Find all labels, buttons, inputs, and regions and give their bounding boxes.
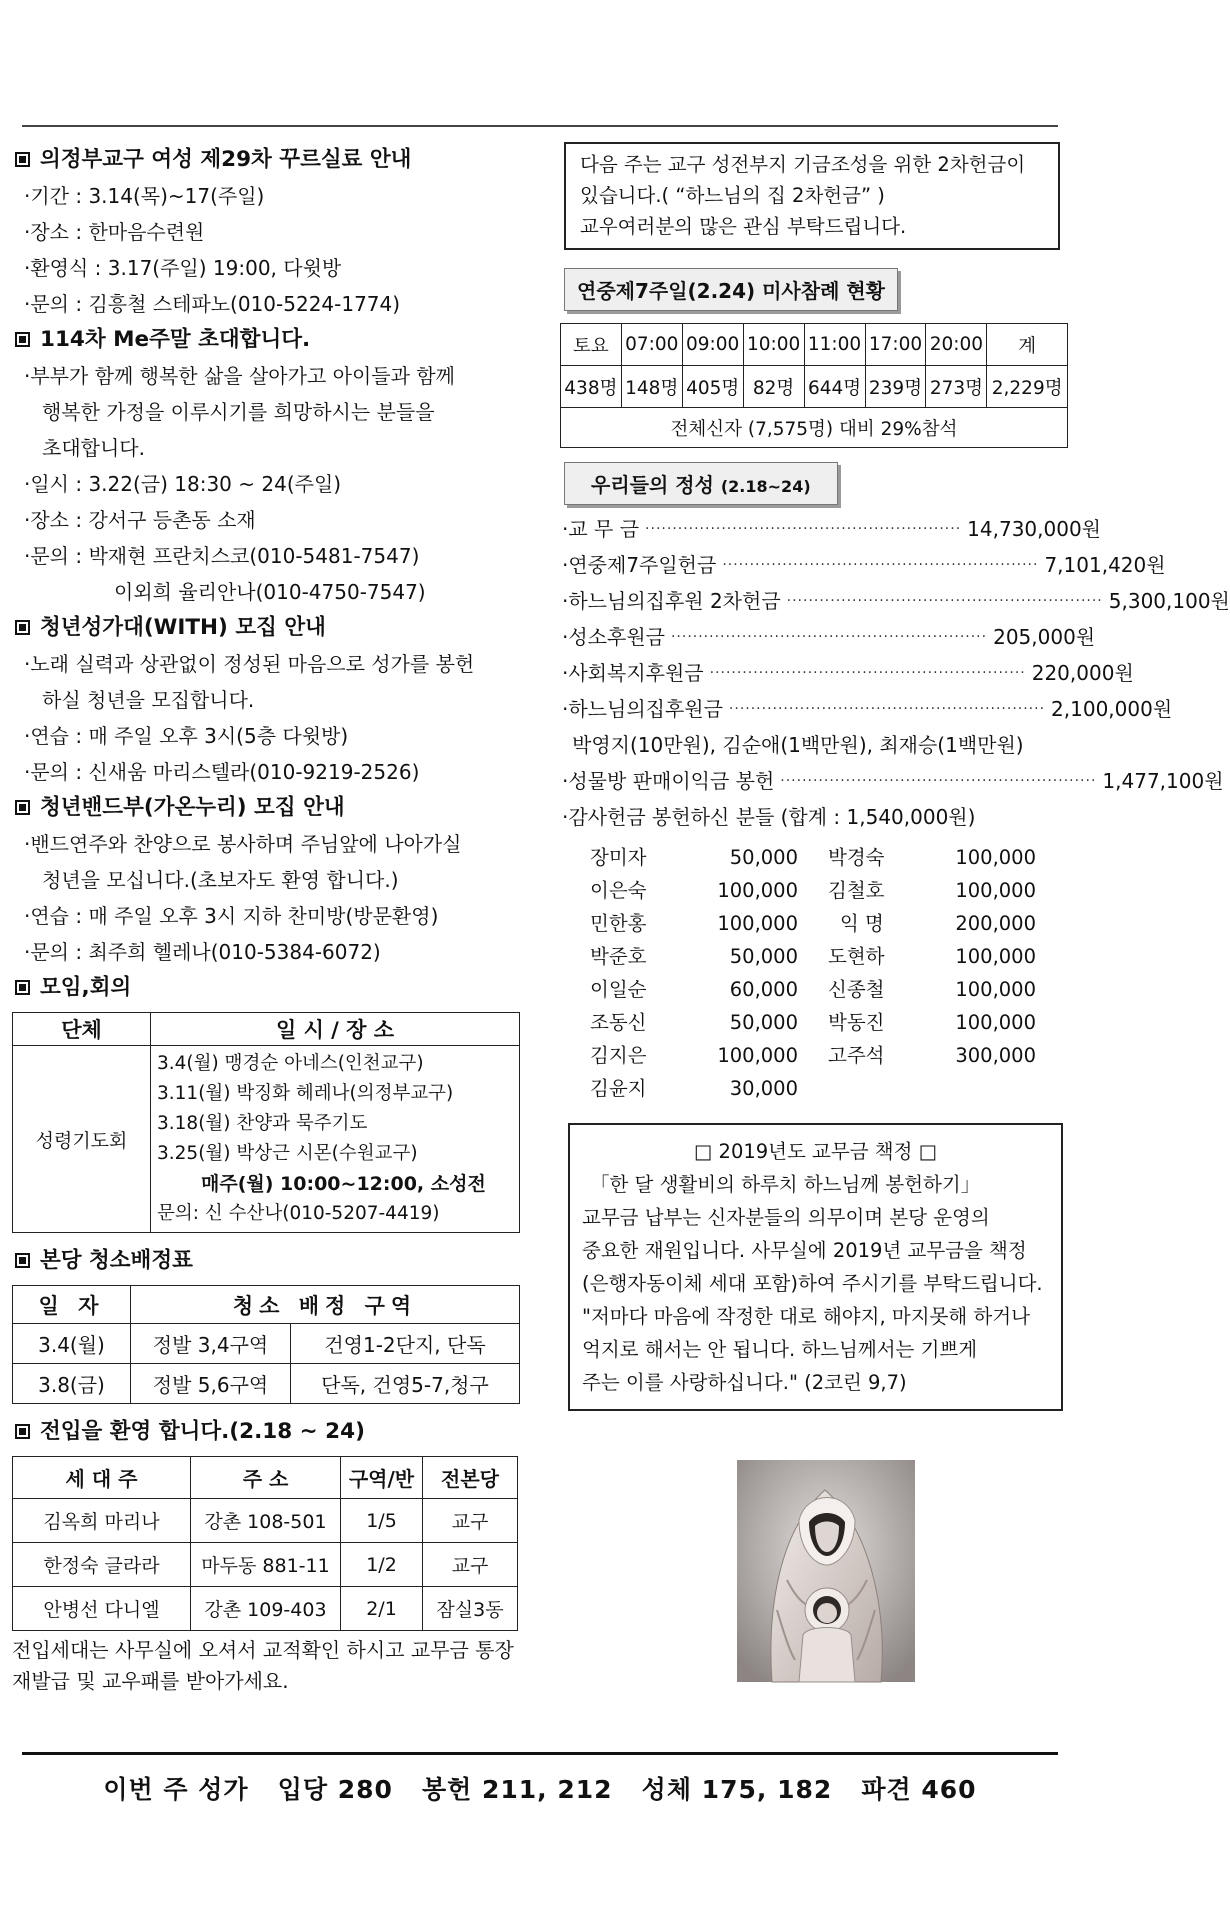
donor-amount: 100,000 — [955, 846, 1036, 869]
donor-amount — [916, 1072, 1036, 1105]
table-row — [13, 1499, 518, 1543]
info-line: 행복한 가정을 이루시기를 희망하시는 분들을 — [42, 400, 435, 424]
info-line: ·밴드연주와 찬양으로 봉사하며 주님앞에 나아가실 — [24, 832, 462, 856]
info-line: ·환영식 : 3.17(주일) 19:00, 다윗방 — [24, 256, 342, 280]
thanks-title: ·감사헌금 봉헌하신 분들 (합계 : 1,540,000원) — [562, 805, 976, 829]
prev-parish-cell: 교구 — [423, 1499, 518, 1543]
section-title: 청년밴드부(가온누리) 모집 안내 — [12, 790, 527, 826]
area-cell: 건영1-2단지, 단독 — [291, 1324, 520, 1364]
square-bullet-icon — [15, 800, 30, 815]
address-cell: 마두동 881-11 — [191, 1543, 341, 1587]
attendance-total: 전체신자 (7,575명) 대비 29%참석 — [561, 408, 1068, 448]
section-cursillo — [12, 142, 527, 322]
square-bullet-icon — [15, 1424, 30, 1439]
district-cell: 1/2 — [341, 1543, 423, 1587]
info-line: ·문의 : 김흥철 스테파노(010-5224-1774) — [24, 292, 401, 316]
donor-name: 박경숙 — [828, 846, 885, 869]
leader-dots: ·························································· — [780, 773, 1097, 789]
donor-name: 익 명 — [840, 912, 884, 935]
dues-line: 「한 달 생활비의 하루치 하느님께 봉헌하기」 — [590, 1173, 981, 1196]
time-cell: 10:00 — [743, 324, 804, 366]
offering-row: ·성물방 판매이익금 봉헌 ·························································· 1,477,100원 — [558, 763, 1076, 799]
section-title: 청년성가대(WITH) 모집 안내 — [12, 610, 527, 646]
info-line: ·장소 : 강서구 등촌동 소재 — [24, 508, 256, 532]
time-cell: 20:00 — [926, 324, 987, 366]
info-line: 하실 청년을 모집합니다. — [42, 688, 255, 712]
count-cell: 239명 — [865, 366, 926, 408]
dues-line: 교무금 납부는 신자분들의 의무이며 본당 운영의 — [582, 1206, 990, 1229]
donor-name: 김지은 — [590, 1044, 647, 1067]
leader-dots: ·························································· — [709, 665, 1026, 681]
leader-dots: ·························································· — [670, 629, 988, 645]
dues-notice-box — [568, 1123, 1063, 1411]
donor-name: 고주석 — [828, 1044, 885, 1067]
schedule-line: 3.11(월) 박징화 헤레나(의정부교구) — [157, 1083, 454, 1104]
address-cell: 강촌 108-501 — [191, 1499, 341, 1543]
offerings-label-wrap — [564, 462, 1076, 505]
leader-dots: ·························································· — [786, 593, 1103, 609]
column-header: 일 자 — [13, 1286, 131, 1324]
schedule-line: 3.4(월) 맹경순 아네스(인천교구) — [157, 1053, 424, 1074]
info-line: ·노래 실력과 상관없이 정성된 마음으로 성가를 봉헌 — [24, 652, 475, 676]
section-me-weekend — [12, 322, 527, 610]
offering-row: ·교 무 금 ·························································· 14,730,000원 — [558, 511, 1076, 547]
section-title: 의정부교구 여성 제29차 꾸르실료 안내 — [12, 142, 527, 178]
donor-amount: 300,000 — [955, 1044, 1036, 1067]
square-bullet-icon — [15, 620, 30, 635]
donor-amount: 100,000 — [955, 945, 1036, 968]
count-cell: 2,229명 — [987, 366, 1068, 408]
donor-amount: 100,000 — [955, 1011, 1036, 1034]
zone-cell: 정발 3,4구역 — [131, 1324, 291, 1364]
cleaning-table — [12, 1285, 520, 1404]
donor-names: 박영지(10만원), 김순애(1백만원), 최재승(1백만원) — [572, 733, 1024, 757]
count-cell: 148명 — [621, 366, 682, 408]
square-bullet-icon — [15, 1253, 30, 1268]
count-cell: 438명 — [561, 366, 622, 408]
attendance-label: 연중제7주일(2.24) 미사참례 현황 — [564, 268, 898, 311]
donor-name: 박동진 — [828, 1011, 885, 1034]
offering-row: ·연중제7주일헌금 ·························································· 7,101,420원 — [558, 547, 1076, 583]
column-header: 세 대 주 — [13, 1457, 191, 1499]
time-cell: 토요 — [561, 324, 622, 366]
donor-name: 이은숙 — [590, 879, 647, 902]
donor-amount: 100,000 — [717, 1044, 798, 1067]
thanks-offering-grid — [590, 841, 1076, 1105]
section-title: 114차 Me주말 초대합니다. — [12, 322, 527, 358]
dues-line: (은행자동이체 세대 포함)하여 주시기를 부탁드립니다. — [582, 1272, 1043, 1295]
section-title: 전입을 환영 합니다.(2.18 ~ 24) — [12, 1414, 527, 1450]
donor-amount: 30,000 — [729, 1077, 798, 1100]
prev-parish-cell: 잠실3동 — [423, 1587, 518, 1631]
schedule-time: 매주(월) 10:00~12:00, 소성전 — [201, 1173, 486, 1195]
district-cell: 2/1 — [341, 1587, 423, 1631]
dues-line: 주는 이를 사랑하십니다." (2코린 9,7) — [582, 1371, 907, 1394]
donor-name: 김윤지 — [590, 1077, 647, 1100]
info-line: ·문의 : 신새움 마리스텔라(010-9219-2526) — [24, 760, 420, 784]
area-cell: 단독, 건영5-7,청구 — [291, 1364, 520, 1404]
section-youth-band — [12, 790, 527, 970]
householder-cell: 한정숙 글라라 — [13, 1543, 191, 1587]
donor-amount: 100,000 — [717, 879, 798, 902]
column-header: 구역/반 — [341, 1457, 423, 1499]
bottom-rule — [22, 1752, 1058, 1755]
info-line: ·문의 : 최주희 헬레나(010-5384-6072) — [24, 940, 381, 964]
schedule-cell — [151, 1046, 520, 1233]
district-cell: 1/5 — [341, 1499, 423, 1543]
dues-line: 중요한 재원입니다. 사무실에 2019년 교무금을 책정 — [582, 1239, 1027, 1262]
donor-name — [806, 1072, 916, 1105]
offerings-list — [558, 511, 1230, 835]
info-line: 이외희 율리안나(010-4750-7547) — [114, 580, 426, 604]
info-line: ·일시 : 3.22(금) 18:30 ~ 24(주일) — [24, 472, 342, 496]
section-meetings — [12, 970, 527, 1233]
column-header: 단체 — [13, 1013, 151, 1046]
column-header: 주 소 — [191, 1457, 341, 1499]
count-row — [561, 366, 1068, 408]
square-bullet-icon — [15, 980, 30, 995]
newcomers-note: 전입세대는 사무실에 오셔서 교적확인 하시고 교무금 통장 재발급 및 교우패를 받아가세요. — [12, 1638, 514, 1693]
column-header: 전본당 — [423, 1457, 518, 1499]
attendance-label-wrap — [564, 268, 1076, 311]
offering-row: ·하느님의집후원금 ·························································· 2,100,000원 — [558, 691, 1076, 727]
section-newcomers — [12, 1414, 527, 1697]
table-row — [13, 1364, 520, 1404]
newcomers-table — [12, 1456, 518, 1631]
square-bullet-icon — [15, 332, 30, 347]
schedule-contact: 문의: 신 수산나(010-5207-4419) — [157, 1203, 440, 1224]
address-cell: 강촌 109-403 — [191, 1587, 341, 1631]
info-line: ·문의 : 박재현 프란치스코(010-5481-7547) — [24, 544, 420, 568]
time-cell: 07:00 — [621, 324, 682, 366]
offerings-label: 우리들의 정성 (2.18~24) — [564, 462, 838, 505]
householder-cell: 김옥희 마리나 — [13, 1499, 191, 1543]
donor-amount: 60,000 — [729, 978, 798, 1001]
donor-name: 박준호 — [590, 945, 647, 968]
column-header: 일 시 / 장 소 — [151, 1013, 520, 1046]
donor-amount: 200,000 — [955, 912, 1036, 935]
zone-cell: 정발 5,6구역 — [131, 1364, 291, 1404]
donor-name: 도현하 — [828, 945, 885, 968]
schedule-line: 3.18(월) 찬양과 묵주기도 — [157, 1113, 368, 1134]
hymn-footer: 이번 주 성가 입당 280 봉헌 211, 212 성체 175, 182 파견 460 — [103, 1775, 977, 1804]
table-row — [13, 1324, 520, 1364]
donor-name: 조동신 — [590, 1011, 647, 1034]
info-line: ·장소 : 한마음수련원 — [24, 220, 205, 244]
donor-name: 이일순 — [590, 978, 647, 1001]
top-rule — [22, 125, 1058, 127]
section-youth-choir — [12, 610, 527, 790]
count-cell: 273명 — [926, 366, 987, 408]
meeting-table — [12, 1012, 520, 1233]
count-cell: 82명 — [743, 366, 804, 408]
donor-amount: 50,000 — [729, 846, 798, 869]
dues-line: "저마다 마음에 작정한 대로 해야지, 마지못해 하거나 — [582, 1305, 1030, 1328]
info-line: 청년을 모십니다.(초보자도 환영 합니다.) — [42, 868, 399, 892]
info-line: 초대합니다. — [42, 436, 145, 460]
dues-line: 억지로 해서는 안 됩니다. 하느님께서는 기쁘게 — [582, 1338, 978, 1361]
info-line: ·기간 : 3.14(목)~17(주일) — [24, 184, 265, 208]
madonna-statue-image — [737, 1460, 915, 1682]
column-header: 청소 배정 구역 — [131, 1286, 520, 1324]
dues-title: □ 2019년도 교무금 책정 □ — [693, 1140, 938, 1163]
householder-cell: 안병선 다니엘 — [13, 1587, 191, 1631]
time-cell: 09:00 — [682, 324, 743, 366]
table-row — [13, 1543, 518, 1587]
donor-name: 민한홍 — [590, 912, 647, 935]
time-cell: 계 — [987, 324, 1068, 366]
donor-amount: 50,000 — [729, 1011, 798, 1034]
info-line: ·부부가 함께 행복한 삶을 살아가고 아이들과 함께 — [24, 364, 455, 388]
section-cleaning — [12, 1243, 527, 1404]
date-cell: 3.8(금) — [13, 1364, 131, 1404]
donor-name: 신종철 — [828, 978, 885, 1001]
offering-row: ·성소후원금 ·························································· 205,000원 — [558, 619, 1076, 655]
donor-amount: 100,000 — [955, 978, 1036, 1001]
leader-dots: ·························································· — [645, 521, 962, 537]
time-row — [561, 324, 1068, 366]
attendance-table — [560, 323, 1068, 448]
time-cell: 17:00 — [865, 324, 926, 366]
donor-name: 김철호 — [828, 879, 885, 902]
leader-dots: ·························································· — [728, 701, 1046, 717]
donor-amount: 100,000 — [717, 912, 798, 935]
donor-amount: 100,000 — [955, 879, 1036, 902]
section-title: 모임,회의 — [12, 970, 527, 1006]
second-collection-notice: 다음 주는 교구 성전부지 기금조성을 위한 2차헌금이 있습니다.( “하느님의 집 2차헌금” ) 교우여러분의 많은 관심 부탁드립니다. — [564, 142, 1060, 250]
leader-dots: ·························································· — [722, 557, 1039, 573]
right-column — [558, 142, 1230, 1411]
count-cell: 644명 — [804, 366, 865, 408]
prev-parish-cell: 교구 — [423, 1543, 518, 1587]
table-row — [13, 1587, 518, 1631]
count-cell: 405명 — [682, 366, 743, 408]
info-line: ·연습 : 매 주일 오후 3시(5층 다윗방) — [24, 724, 349, 748]
left-column — [12, 142, 527, 1697]
date-cell: 3.4(월) — [13, 1324, 131, 1364]
donor-name: 장미자 — [590, 846, 647, 869]
time-cell: 11:00 — [804, 324, 865, 366]
section-title: 본당 청소배정표 — [12, 1243, 527, 1279]
group-cell: 성령기도회 — [13, 1046, 151, 1233]
donor-amount: 50,000 — [729, 945, 798, 968]
info-line: ·연습 : 매 주일 오후 3시 지하 찬미방(방문환영) — [24, 904, 439, 928]
schedule-line: 3.25(월) 박상근 시몬(수원교구) — [157, 1143, 418, 1164]
offering-row: ·사회복지후원금 ·························································· 220,000원 — [558, 655, 1076, 691]
square-bullet-icon — [15, 152, 30, 167]
offering-row: ·하느님의집후원 2차헌금 ·························································· 5,300,100원 — [558, 583, 1076, 619]
